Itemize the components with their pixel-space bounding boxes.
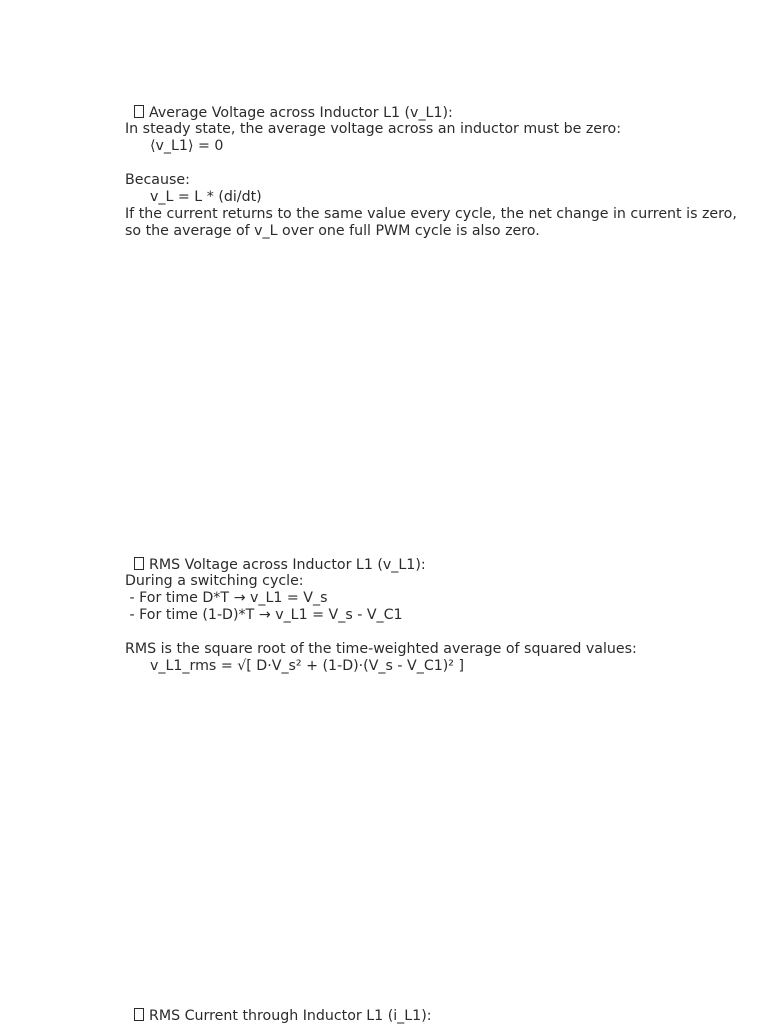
section-1-heading-text: Average Voltage across Inductor L1 (v_L1):: [149, 105, 453, 121]
section-1-line-because: Because:: [125, 172, 190, 188]
missing-glyph-icon: [134, 1008, 144, 1021]
section-2-line-1: During a switching cycle:: [125, 573, 304, 589]
section-3-heading: [125, 991, 432, 1025]
section-2-line-2: - For time D*T → v_L1 = V_s: [125, 590, 328, 606]
section-1-heading: [125, 88, 453, 122]
section-2-formula-rms: v_L1_rms = √[ D·V_s² + (1-D)·(V_s - V_C1)² ]: [150, 658, 465, 674]
section-2-heading-text: RMS Voltage across Inductor L1 (v_L1):: [149, 557, 426, 573]
missing-glyph-icon: [134, 105, 144, 118]
missing-glyph-icon: [134, 557, 144, 570]
section-2-line-3: - For time (1-D)*T → v_L1 = V_s - V_C1: [125, 607, 403, 623]
section-1-formula-vl: v_L = L * (di/dt): [150, 189, 262, 205]
section-1-formula-avg: ⟨v_L1⟩ = 0: [150, 138, 224, 154]
section-3-heading-text: RMS Current through Inductor L1 (i_L1):: [149, 1008, 432, 1024]
section-1-line-1: In steady state, the average voltage across an inductor must be zero:: [125, 121, 622, 137]
section-1-line-explain-1: If the current returns to the same value every cycle, the net change in current is zero,: [125, 206, 737, 222]
section-1-line-explain-2: so the average of v_L over one full PWM cycle is also zero.: [125, 223, 540, 239]
section-2-heading: [125, 540, 426, 574]
section-2-line-4: RMS is the square root of the time-weighted average of squared values:: [125, 641, 637, 657]
